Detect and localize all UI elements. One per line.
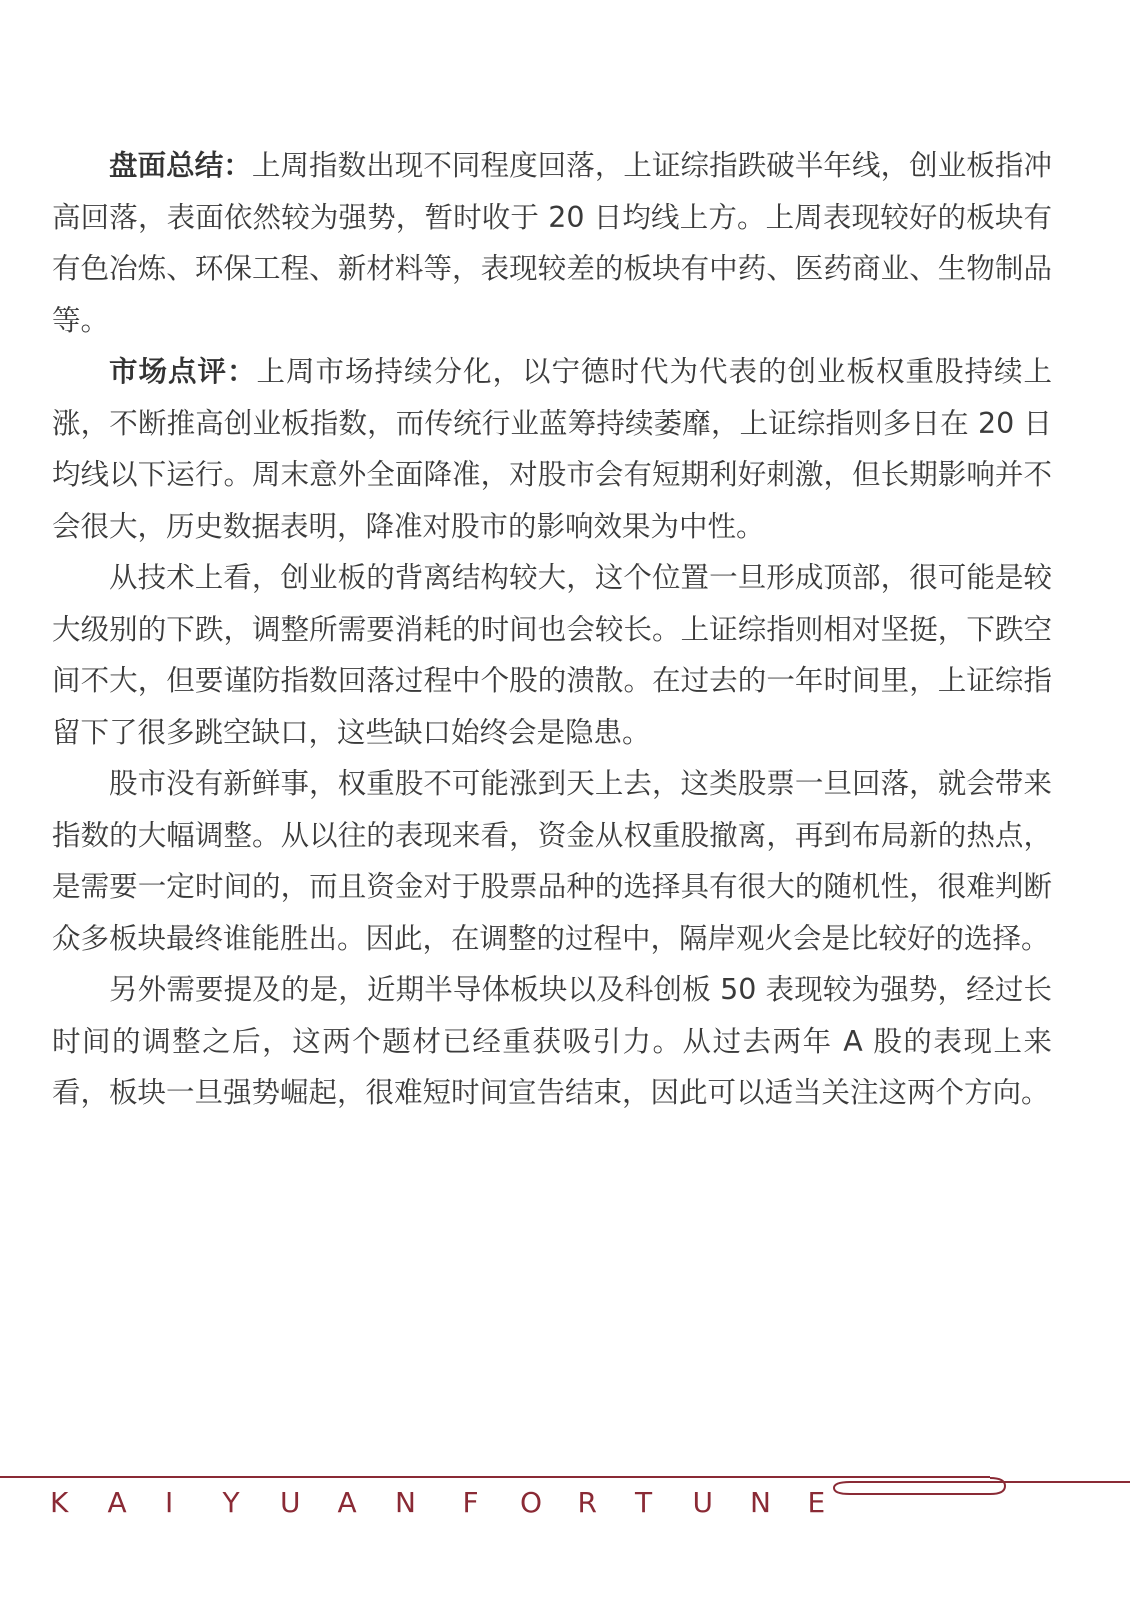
paragraph-outlook <box>52 758 1052 964</box>
brand-letter: F <box>462 1486 479 1519</box>
article-body <box>52 140 1052 1119</box>
brand-letter: N <box>750 1486 771 1519</box>
paragraph-lead: 市场点评： <box>109 355 257 388</box>
page-footer <box>0 1476 1130 1536</box>
brand-letter: O <box>520 1486 543 1519</box>
brand-letter: T <box>635 1486 653 1519</box>
brand-letter: Y <box>222 1486 240 1519</box>
paragraph-text: 从技术上看，创业板的背离结构较大，这个位置一旦形成顶部，很可能是较大级别的下跌，调整所需要消耗的时间也会较长。上证综指则相对坚挺，下跌空间不大，但要谨防指数回落过程中个股的溃散。在过去的一年时间里，上证综指留下了很多跳空缺口，这些缺口始终会是隐患。 <box>52 561 1052 749</box>
paragraph-text: 另外需要提及的是，近期半导体板块以及科创板 50 表现较为强势，经过长时间的调整之后，这两个题材已经重获吸引力。从过去两年 A 股的表现上来看，板块一旦强势崛起，很难短时间宣告结束，因此可以适当关注这两个方向。 <box>52 973 1052 1109</box>
paragraph-sectors <box>52 964 1052 1119</box>
brand-letter: A <box>337 1486 357 1519</box>
brand-letter: R <box>577 1486 597 1519</box>
brand-letter: A <box>107 1486 127 1519</box>
paragraph-lead: 盘面总结： <box>109 149 252 182</box>
footer-swoosh-icon <box>830 1472 1130 1512</box>
paragraph-technical <box>52 552 1052 758</box>
brand-letter: I <box>165 1486 174 1519</box>
brand-letter: E <box>807 1486 826 1519</box>
brand-letter: N <box>395 1486 416 1519</box>
paragraph-text: 上周市场持续分化，以宁德时代为代表的创业板权重股持续上涨，不断推高创业板指数，而传统行业蓝筹持续萎靡，上证综指则多日在 20 日均线以下运行。周末意外全面降准，对股市会有短期利好刺激，但长期影响并不会很大，历史数据表明，降准对股市的影响效果为中性。 <box>52 355 1052 543</box>
paragraph-text: 上周指数出现不同程度回落，上证综指跌破半年线，创业板指冲高回落，表面依然较为强势，暂时收于 20 日均线上方。上周表现较好的板块有有色冶炼、环保工程、新材料等，表现较差的板块有中药、医药商业、生物制品等。 <box>52 149 1052 337</box>
brand-wordmark <box>50 1486 865 1519</box>
paragraph-market-summary <box>52 140 1052 346</box>
brand-letter: K <box>50 1486 69 1519</box>
brand-letter: U <box>280 1486 301 1519</box>
paragraph-market-review <box>52 346 1052 552</box>
brand-letter: U <box>692 1486 713 1519</box>
paragraph-text: 股市没有新鲜事，权重股不可能涨到天上去，这类股票一旦回落，就会带来指数的大幅调整。从以往的表现来看，资金从权重股撤离，再到布局新的热点，是需要一定时间的，而且资金对于股票品种的选择具有很大的随机性，很难判断众多板块最终谁能胜出。因此，在调整的过程中，隔岸观火会是比较好的选择。 <box>52 767 1052 955</box>
